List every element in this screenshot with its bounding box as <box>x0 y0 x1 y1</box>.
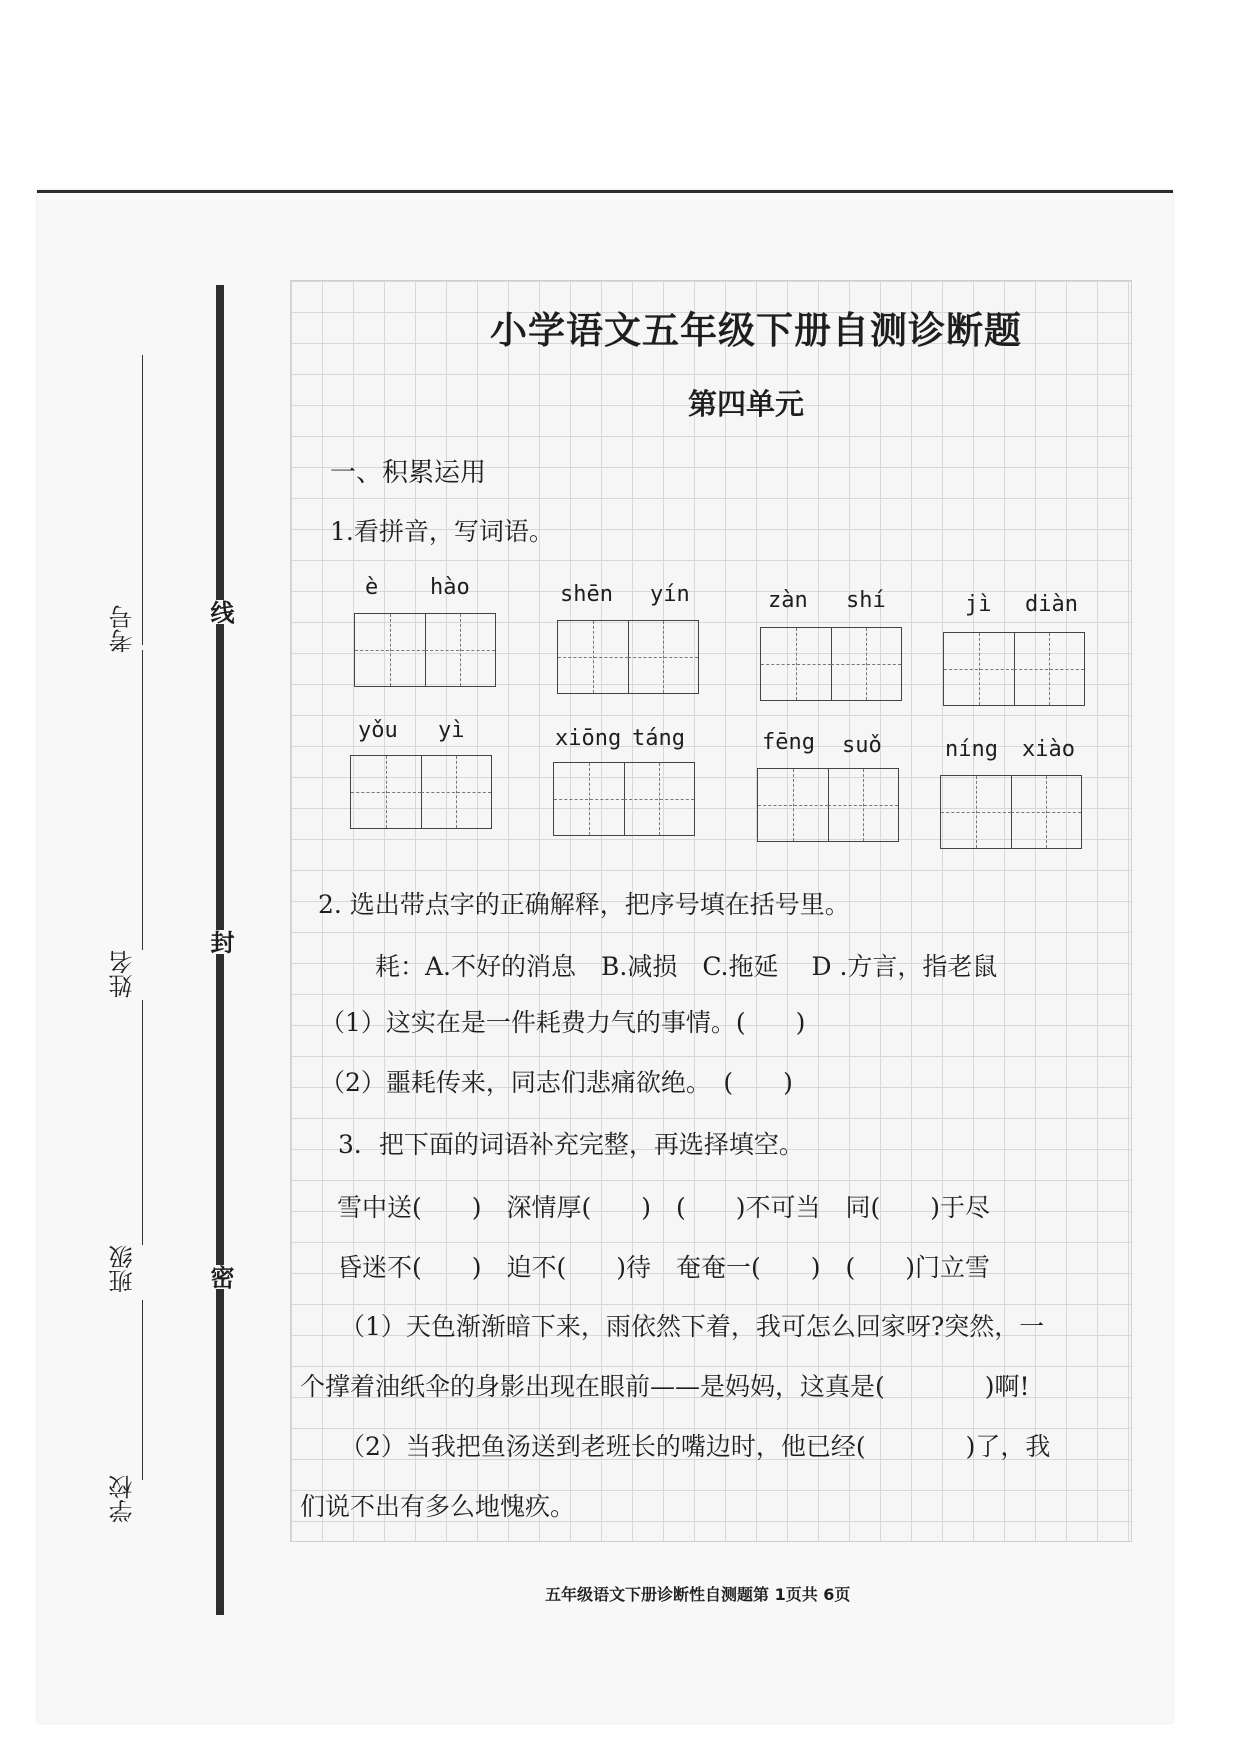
binding-mark-mi: 密 <box>198 1265 238 1289</box>
pinyin: zàn <box>768 588 808 613</box>
class-line[interactable] <box>142 1000 143 1245</box>
question-3-sub1-line1: （1）天色渐渐暗下来，雨依然下着，我可怎么回家呀?突然，一 <box>340 1312 1045 1341</box>
answer-box[interactable] <box>940 775 1082 849</box>
pinyin: shēn <box>560 582 613 607</box>
question-3-prompt: 3．把下面的词语补充完整，再选择填空。 <box>338 1130 804 1159</box>
pinyin: fēng <box>762 730 815 755</box>
answer-box[interactable] <box>760 627 902 701</box>
name-label: 姓名 <box>109 950 137 998</box>
exam-number-label: 考号 <box>109 605 137 653</box>
answer-box[interactable] <box>350 755 492 829</box>
pinyin: níng <box>945 737 998 762</box>
pinyin: hào <box>430 575 470 600</box>
school-line[interactable] <box>142 1300 143 1480</box>
answer-box[interactable] <box>943 632 1085 706</box>
question-3-row1: 雪中送( ) 深情厚( ) ( )不可当 同( )于尽 <box>337 1193 991 1222</box>
question-3-sub2-line2: 们说不出有多么地愧疚。 <box>300 1492 576 1521</box>
unit-title: 第四单元 <box>688 387 805 421</box>
answer-box[interactable] <box>557 620 699 694</box>
answer-box[interactable] <box>354 613 496 687</box>
question-2-sub1: （1）这实在是一件耗费力气的事情。( ) <box>320 1008 806 1037</box>
answer-box[interactable] <box>553 762 695 836</box>
question-2-options: 耗：A.不好的消息 B.减损 C.拖延 D .方言，指老鼠 <box>375 952 998 981</box>
pinyin: xiào <box>1022 737 1075 762</box>
question-3-row2: 昏迷不( ) 迫不( )待 奄奄一( ) ( )门立雪 <box>337 1253 991 1282</box>
exam-number-line[interactable] <box>142 355 143 645</box>
pinyin: xiōng <box>555 726 622 751</box>
answer-box[interactable] <box>757 768 899 842</box>
pinyin: yǒu <box>358 718 398 743</box>
section-heading: 一、积累运用 <box>330 458 487 488</box>
pinyin: yín <box>650 582 690 607</box>
question-2-prompt: 2. 选出带点字的正确解释，把序号填在括号里。 <box>318 890 850 919</box>
pinyin: jì <box>965 592 992 617</box>
question-3-sub1-line2: 个撑着油纸伞的身影出现在眼前——是妈妈，这真是( )啊! <box>300 1372 1030 1401</box>
pinyin: táng <box>632 726 685 751</box>
pinyin: diàn <box>1025 592 1078 617</box>
pinyin: è <box>365 575 379 600</box>
question-2-sub2: （2）噩耗传来，同志们悲痛欲绝。 ( ) <box>320 1068 793 1097</box>
school-label: 学校 <box>109 1475 137 1523</box>
page-title: 小学语文五年级下册自测诊断题 <box>490 309 1022 352</box>
pinyin: yì <box>438 718 465 743</box>
binding-mark-xian: 线 <box>198 600 238 624</box>
name-line[interactable] <box>142 650 143 950</box>
pinyin: shí <box>846 588 886 613</box>
page-footer: 五年级语文下册诊断性自测题第 1页共 6页 <box>545 1585 851 1604</box>
question-1-prompt: 1.看拼音，写词语。 <box>330 517 554 546</box>
pinyin: suǒ <box>842 733 882 758</box>
class-label: 班级 <box>109 1245 137 1293</box>
binding-mark-feng: 封 <box>198 930 238 954</box>
question-3-sub2-line1: （2）当我把鱼汤送到老班长的嘴边时，他已经( )了，我 <box>340 1432 1051 1461</box>
